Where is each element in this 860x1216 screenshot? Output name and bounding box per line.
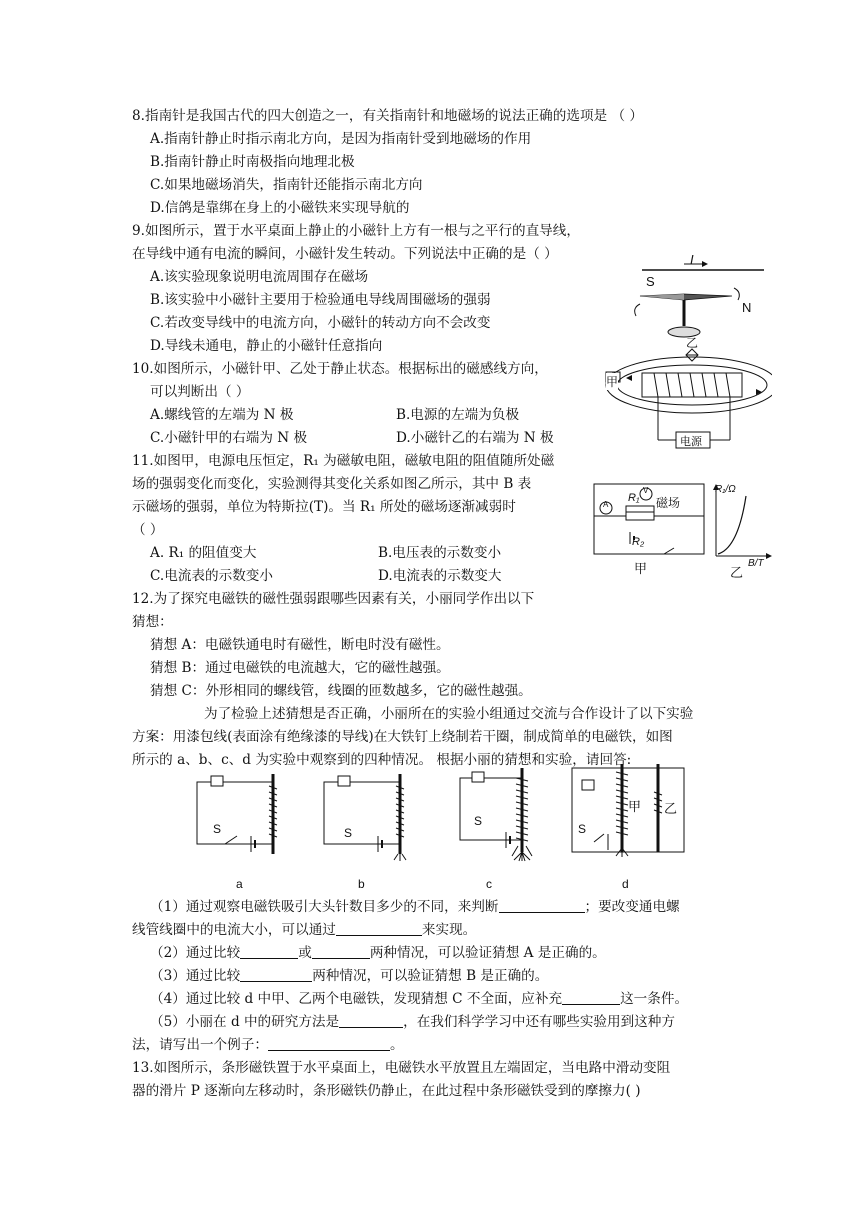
q13-stem-2: 器的滑片 P 逐渐向左移动时，条形磁铁仍静止，在此过程中条形磁铁受到的摩擦力( ) [132,1083,641,1099]
q12-sub3 [150,966,548,986]
resistance-field-graph [708,482,774,580]
q12-sub1-text-c: 线管线圈中的电流大小，可以通过 [132,922,336,938]
figure-jia-label: 甲 [634,561,648,576]
q9-stem-2: 在导线中通有电流的瞬间，小磁针发生转动。下列说法中正确的是（ ） [132,246,558,262]
q12-guess-a: 猜想 A：电磁铁通电时有磁性，断电时没有磁性。 [150,637,450,653]
q11-stem-3: 示磁场的强弱，单位为特斯拉(T)。当 R₁ 所处的磁场逐渐减弱时 [132,499,516,515]
q11-stem-1: 11.如图甲，电源电压恒定，R₁ 为磁敏电阻，磁敏电阻的阻值随所处磁 [132,453,555,469]
current-label: I [690,252,694,267]
q12-sub5-line-2 [132,1035,404,1055]
electromagnet-jia-label: 甲 [628,799,642,814]
q8-stem: 8.指南针是我国古代的四大创造之一，有关指南针和地磁场的说法正确的选项是 （ ） [132,108,643,124]
q9-option-b: B.该实验中小磁针主要用于检验通电导线周围磁场的强弱 [150,292,491,308]
q8-option-d: D.信鸽是靠绑在身上的小磁铁来实现导航的 [150,200,410,216]
voltmeter-label: V [643,486,649,495]
answer-blank-4[interactable] [312,944,370,959]
q12-sub2-text-a: （2）通过比较 [150,945,241,961]
figure-label-b: b [358,877,365,891]
q9-stem-1: 9.如图所示，置于水平桌面上静止的小磁针上方有一根与之平行的直导线， [132,223,580,239]
electromagnet-figure-c [458,766,552,862]
answer-blank-5[interactable] [240,967,312,982]
q12-sub5-text-d: 。 [389,1037,404,1053]
answer-blank-1[interactable] [499,898,585,913]
q12-sub2 [150,943,606,963]
q11-stem-4: （ ） [132,522,164,538]
needle-yi-label: 乙 [686,336,699,350]
q12-paragraph-1: 为了检验上述猜想是否正确，小丽所在的实验小组通过交流与合作设计了以下实验 [204,706,694,722]
q12-paragraph-3: 所示的 a、b、c、d 为实验中观察到的四种情况。 根据小丽的猜想和实验，请回答: [132,752,632,768]
answer-blank-7[interactable] [339,1013,403,1028]
q12-sub5-text-b: ，在我们科学学习中还有哪些实验用到这种方 [403,1014,675,1030]
q12-sub3-text-b: 两种情况，可以验证猜想 B 是正确的。 [312,968,549,984]
q10-option-a: A.螺线管的左端为 N 极 [150,407,294,423]
q12-stem-1: 12.为了探究电磁铁的磁性强弱跟哪些因素有关，小丽同学作出以下 [132,591,535,607]
figure-yi-label: 乙 [730,565,744,580]
q10-option-b: B.电源的左端为负极 [396,407,520,423]
switch-label-d: S [578,822,587,836]
ammeter-label: A [603,500,609,509]
q12-guess-b: 猜想 B：通过电磁铁的电流越大，它的磁性越强。 [150,660,450,676]
switch-label-b: S [344,826,353,840]
q8-option-b: B.指南针静止时南极指向地理北极 [150,154,355,170]
south-pole-label: S [646,274,655,289]
q12-sub2-text-b: 或 [298,945,312,961]
q11-option-a: A. R₁ 的阻值变大 [150,545,257,561]
graph-x-axis-label: B/T [748,558,764,569]
switch-label-c: S [474,814,483,828]
q9-option-d: D.导线未通电，静止的小磁针任意指向 [150,338,383,354]
q12-sub2-text-c: 两种情况，可以验证猜想 A 是正确的。 [369,945,606,961]
q12-sub1-text-a: （1）通过观察电磁铁吸引大头针数目多少的不同，来判断 [150,899,499,915]
graph-y-axis-label: R₁/Ω [715,484,736,495]
q12-sub4 [150,989,688,1009]
q12-sub5-text-a: （5）小丽在 d 中的研究方法是 [150,1014,340,1030]
q12-sub1-line-1 [150,897,680,917]
q12-stem-2: 猜想： [132,614,173,630]
figure-label-a: a [236,877,243,891]
q12-sub1-text-d: 来实现。 [421,922,477,938]
q11-option-c: C.电流表的示数变小 [150,568,273,584]
q11-stem-2: 场的强弱变化而变化，实验测得其变化关系如图乙所示，其中 B 表 [132,476,532,492]
q8-option-c: C.如果地磁场消失，指南针还能指示南北方向 [150,177,423,193]
q10-stem-2: 可以判断出（ ） [150,384,250,400]
q12-sub1-line-2 [132,920,476,940]
r2-label: R₂ [632,536,645,548]
r1-label: R₁ [628,492,640,504]
answer-blank-8[interactable] [268,1036,390,1051]
switch-label-a: S [213,822,222,836]
answer-blank-6[interactable] [562,990,620,1005]
q10-option-d: D.小磁针乙的右端为 N 极 [396,430,554,446]
circuit-diagram-jia [590,478,708,576]
q11-option-b: B.电压表的示数变小 [378,545,502,561]
electromagnet-yi-label: 乙 [664,801,678,816]
electromagnet-figure-b [322,770,412,862]
q11-option-d: D.电流表的示数变大 [378,568,502,584]
q12-sub4-text-b: 这一条件。 [620,991,689,1007]
figure-label-c: c [486,877,492,891]
power-source-label: 电源 [680,436,702,448]
answer-blank-2[interactable] [336,921,422,936]
q12-sub1-text-b: ；要改变通电螺 [584,899,680,915]
north-pole-label: N [742,300,752,315]
figure-label-d: d [622,877,629,891]
compass-needle-diagram [622,254,772,344]
magnetic-field-label: 磁场 [656,496,681,510]
q13-stem-1: 13.如图所示，条形磁铁置于水平桌面上，电磁铁水平放置且左端固定，当电路中滑动变阻 [132,1060,671,1076]
q9-option-c: C.若改变导线中的电流方向，小磁针的转动方向不会改变 [150,315,491,331]
solenoid-figure [602,336,772,455]
q9-option-a: A.该实验现象说明电流周围存在磁场 [150,269,369,285]
q12-paragraph-2: 方案：用漆包线(表面涂有绝缘漆的导线)在大铁钉上绕制若干圈，制成简单的电磁铁，如图 [132,729,673,745]
q8-option-a: A.指南针静止时指示南北方向，是因为指南针受到地磁场的作用 [150,131,532,147]
needle-jia-label: 甲 [606,375,619,389]
q12-sub4-text-a: （4）通过比较 d 中甲、乙两个电磁铁，发现猜想 C 不全面，应补充 [150,991,563,1007]
magnetoresistor-circuit-figure [590,478,708,576]
electromagnet-figure-a [195,770,285,862]
q12-guess-c: 猜想 C：外形相同的螺线管，线圈的匝数越多，它的磁性越强。 [150,683,532,699]
q10-option-c: C.小磁针甲的右端为 N 极 [150,430,308,446]
compass-needle-figure [622,254,772,344]
answer-blank-3[interactable] [240,944,298,959]
electromagnet-figure-d [570,762,688,862]
q10-stem-1: 10.如图所示，小磁针甲、乙处于静止状态。根据标出的磁感线方向， [132,361,548,377]
q12-sub3-text-a: （3）通过比较 [150,968,241,984]
q12-sub5-text-c: 法，请写出一个例子： [132,1037,268,1053]
q12-sub5-line-1 [150,1012,675,1032]
